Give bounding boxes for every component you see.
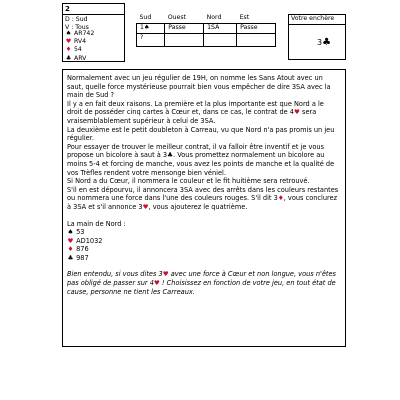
header-est: Est [237, 14, 276, 24]
south-hand [62, 29, 125, 62]
answer-label: Votre enchère [289, 15, 345, 25]
bid-ouest-1: Passe [165, 24, 204, 34]
heart-icon: ♥ [153, 279, 160, 288]
bidding-header-row [137, 14, 276, 24]
hand-row-hearts: ♥ RV4 [65, 38, 87, 46]
hand-row-clubs: ♣ ARV [65, 54, 87, 62]
hand-row-diamonds: ♦ 54 [65, 46, 82, 54]
north-hand-label: La main de Nord : [67, 219, 126, 228]
diamond-icon: ♦ [277, 194, 284, 203]
paragraph-6: S'il en est dépourvu, il annoncera 3SA avec des arrêts dans les couleurs restantes ou nommera une force dans l'une des couleurs rouges. S'il dit 3♦, vous conclurez à 3SA et s'il annonce 3♥, vous ajouterez le quatrième. [67, 185, 339, 211]
paragraph-2: Il y a en fait deux raisons. La première et la plus importante est que Nord a le droit de posséder cinq cartes à Cœur et, dans ce cas, le contrat de 4♥ sera vraisemblablement supérieur à celui de 3SA. [67, 99, 324, 125]
paragraph-3: La deuxième est le petit doubleton à Carreau, vu que Nord n'a pas promis un jeu régulier. [67, 125, 335, 143]
diamond-icon: ♦ [67, 245, 74, 254]
club-icon: ♣ [67, 253, 74, 262]
answer-bid: 3♣ [317, 37, 332, 48]
club-icon: ♣ [322, 37, 332, 48]
deal-number: 2 [63, 4, 124, 15]
paragraph-4: Pour essayer de trouver le meilleur contrat, il va falloir être inventif et je vous propose un bicolore à saut à 3♣. Vous promettez normalement un bicolore au moins 5-4 et forcing de manche, vous avez les points de manche et la qualité de vos Trèfles rendent votre mensonge bien véniel. [67, 142, 335, 177]
bid-sud-2: ? [137, 34, 165, 47]
north-row-spades: ♠ 53 [67, 228, 85, 237]
hand-row-spades: ♠ AR742 [65, 30, 95, 37]
north-hand [67, 228, 341, 262]
bidding-row-1 [137, 24, 276, 34]
bidding-row-2 [137, 34, 276, 47]
bidding-table [136, 14, 276, 47]
heart-icon: ♥ [162, 270, 169, 279]
spade-icon: ♠ [143, 24, 150, 31]
north-row-diamonds: ♦ 876 [67, 245, 89, 254]
bid-est-1: Passe [237, 24, 276, 34]
answer-box [288, 14, 346, 60]
heart-icon: ♥ [294, 108, 300, 117]
paragraph-5: Si Nord a du Cœur, il nommera le couleur et le fit huitième sera retrouvé. [67, 177, 310, 186]
vulnerability: V : Tous [65, 24, 89, 32]
club-icon: ♣ [167, 151, 174, 160]
heart-icon: ♥ [65, 38, 72, 46]
header-nord: Nord [204, 14, 237, 24]
explanation-box [62, 69, 346, 347]
north-row-hearts: ♥ AD1032 [67, 236, 103, 245]
paragraph-1: Normalement avec un jeu régulier de 19H, on nomme les Sans Atout avec un saut, quelle force mystérieuse pourrait bien vous empêcher de dire 3SA avec la main de Sud ? [67, 74, 331, 100]
diamond-icon: ♦ [65, 46, 72, 54]
bid-sud-1: 1♠ [137, 24, 165, 34]
north-row-clubs: ♣ 987 [67, 253, 89, 262]
dealer: D : Sud [65, 16, 88, 23]
header-ouest: Ouest [165, 14, 204, 24]
bid-nord-1: 1SA [204, 24, 237, 34]
spade-icon: ♠ [67, 228, 74, 237]
heart-icon: ♥ [142, 202, 149, 211]
heart-icon: ♥ [67, 236, 74, 245]
closing-note: Bien entendu, si vous dites 3♥ avec une force à Cœur et non longue, vous n'êtes pas obligé de passer sur 4♥ ! Choisissez en fonction de votre jeu, en tout état de cause, personne ne tient les Carreaux. [67, 270, 336, 296]
club-icon: ♣ [65, 54, 72, 62]
spade-icon: ♠ [65, 30, 72, 37]
header-sud: Sud [137, 14, 165, 24]
